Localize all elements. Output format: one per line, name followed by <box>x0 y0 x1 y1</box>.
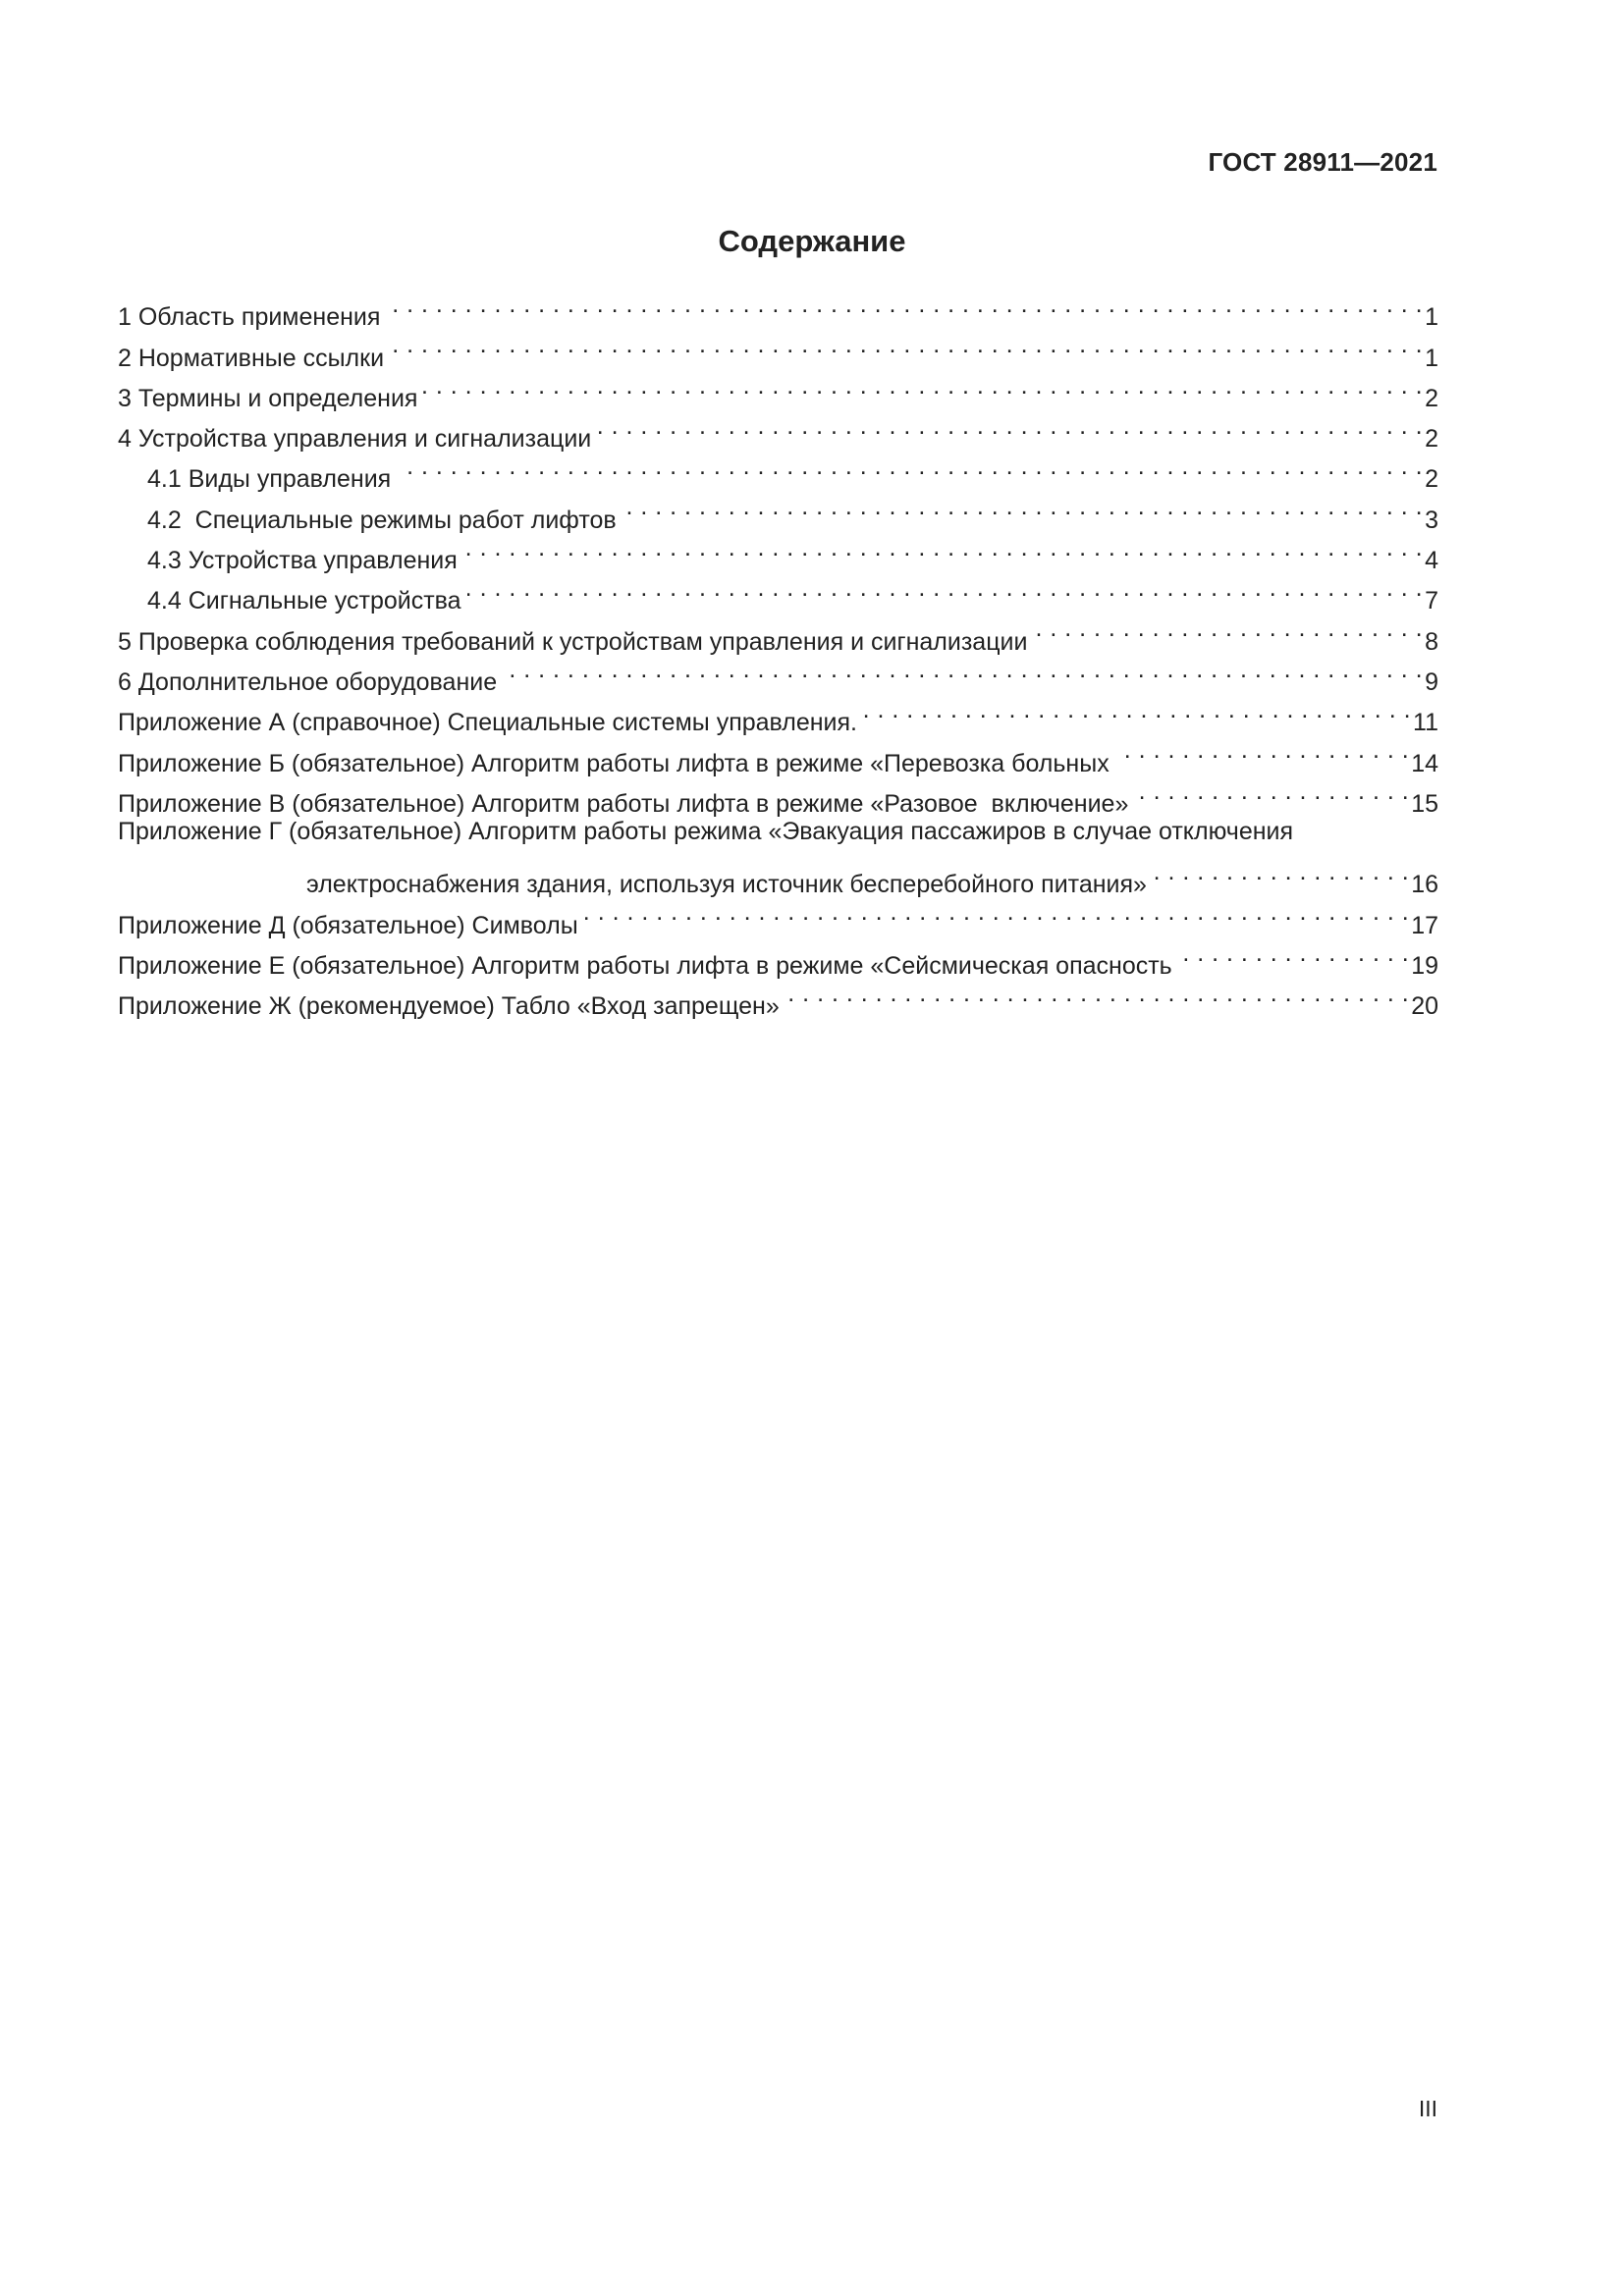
toc-entry-page: 7 <box>1425 587 1438 615</box>
toc-entry-text: Приложение В (обязательное) Алгоритм работы лифта в режиме «Разовое включение» <box>118 789 1129 818</box>
toc-entry-text: 4.2 Специальные режимы работ лифтов <box>147 506 617 534</box>
toc-entry-page: 17 <box>1411 911 1438 939</box>
toc-entry-page: 11 <box>1413 709 1438 737</box>
toc-entry[interactable] <box>118 974 1438 1021</box>
dot-leader <box>1178 934 1409 974</box>
dot-leader <box>863 690 1411 730</box>
toc-entry[interactable] <box>118 812 1438 899</box>
toc-entry[interactable] <box>118 366 1438 412</box>
dot-leader <box>1033 609 1423 649</box>
dot-leader <box>597 406 1423 447</box>
toc-entry-text: Приложение Е (обязательное) Алгоритм работы лифта в режиме «Сейсмическая опасность <box>118 952 1172 981</box>
toc-entry-page: 15 <box>1411 789 1438 818</box>
toc-subentry[interactable] <box>118 568 1438 615</box>
toc-entry[interactable] <box>118 406 1438 454</box>
toc-entry-text: 1 Область применения <box>118 303 381 332</box>
toc-entry-page: 3 <box>1425 506 1438 534</box>
toc-entry-text: Приложение Д (обязательное) Символы <box>118 911 578 939</box>
toc-entry-page: 2 <box>1425 425 1438 454</box>
toc-entry-page: 16 <box>1411 871 1438 899</box>
dot-leader <box>584 892 1410 933</box>
toc-entry[interactable] <box>118 730 1438 777</box>
table-of-contents <box>118 285 1438 1021</box>
dot-leader <box>785 974 1409 1014</box>
toc-entry-page: 1 <box>1425 344 1438 372</box>
toc-entry[interactable] <box>118 772 1438 818</box>
dot-leader <box>390 325 1423 365</box>
toc-entry-text: 4.1 Виды управления <box>147 465 392 494</box>
dot-leader <box>397 447 1423 487</box>
dot-leader <box>1134 772 1409 812</box>
toc-entry-page: 20 <box>1411 992 1438 1021</box>
toc-entry-text: 3 Термины и определения <box>118 384 418 412</box>
toc-entry-text: Приложение А (справочное) Специальные системы управления. <box>118 709 857 737</box>
toc-entry-text: Приложение Б (обязательное) Алгоритм работы лифта в режиме «Перевозка больных <box>118 749 1110 777</box>
toc-entry[interactable] <box>118 285 1438 332</box>
toc-entry[interactable] <box>118 650 1438 696</box>
toc-subentry[interactable] <box>118 487 1438 534</box>
dot-leader <box>1153 852 1409 892</box>
toc-entry-text: 4.4 Сигнальные устройства <box>147 587 461 615</box>
toc-entry[interactable] <box>118 690 1438 737</box>
toc-entry-text: 4.3 Устройства управления <box>147 547 458 575</box>
toc-entry-page: 4 <box>1425 547 1438 575</box>
toc-entry-page: 1 <box>1425 303 1438 332</box>
dot-leader <box>503 650 1423 690</box>
toc-entry-page: 2 <box>1425 384 1438 412</box>
toc-entry-page: 19 <box>1411 952 1438 981</box>
dot-leader <box>1115 730 1409 771</box>
toc-entry-page: 8 <box>1425 627 1438 656</box>
toc-entry[interactable] <box>118 609 1438 656</box>
dot-leader <box>423 366 1423 406</box>
dot-leader <box>386 285 1423 325</box>
toc-entry-page: 2 <box>1425 465 1438 494</box>
dot-leader <box>463 528 1423 568</box>
toc-entry-page: 14 <box>1411 749 1438 777</box>
toc-entry-text: 2 Нормативные ссылки <box>118 344 385 372</box>
toc-entry-text-continuation: электроснабжения здания, используя источник бесперебойного питания» <box>306 871 1147 899</box>
toc-entry-text: 4 Устройства управления и сигнализации <box>118 425 592 454</box>
toc-entry[interactable] <box>118 892 1438 939</box>
toc-entry-text: 6 Дополнительное оборудование <box>118 667 498 696</box>
toc-entry-text: 5 Проверка соблюдения требований к устройствам управления и сигнализации <box>118 627 1028 656</box>
page-number: III <box>1418 2096 1437 2121</box>
toc-subentry[interactable] <box>118 528 1438 575</box>
toc-entry-text: Приложение Ж (рекомендуемое) Табло «Вход запрещен» <box>118 992 780 1021</box>
dot-leader <box>467 568 1424 609</box>
toc-entry[interactable] <box>118 934 1438 981</box>
toc-entry-text: Приложение Г (обязательное) Алгоритм работы режима «Эвакуация пассажиров в случае отключения <box>118 817 1294 845</box>
toc-title: Содержание <box>718 224 906 258</box>
toc-entry[interactable] <box>118 325 1438 372</box>
dot-leader <box>623 487 1423 527</box>
toc-entry-page: 9 <box>1425 667 1438 696</box>
document-code: ГОСТ 28911—2021 <box>1208 147 1437 177</box>
toc-subentry[interactable] <box>118 447 1438 494</box>
